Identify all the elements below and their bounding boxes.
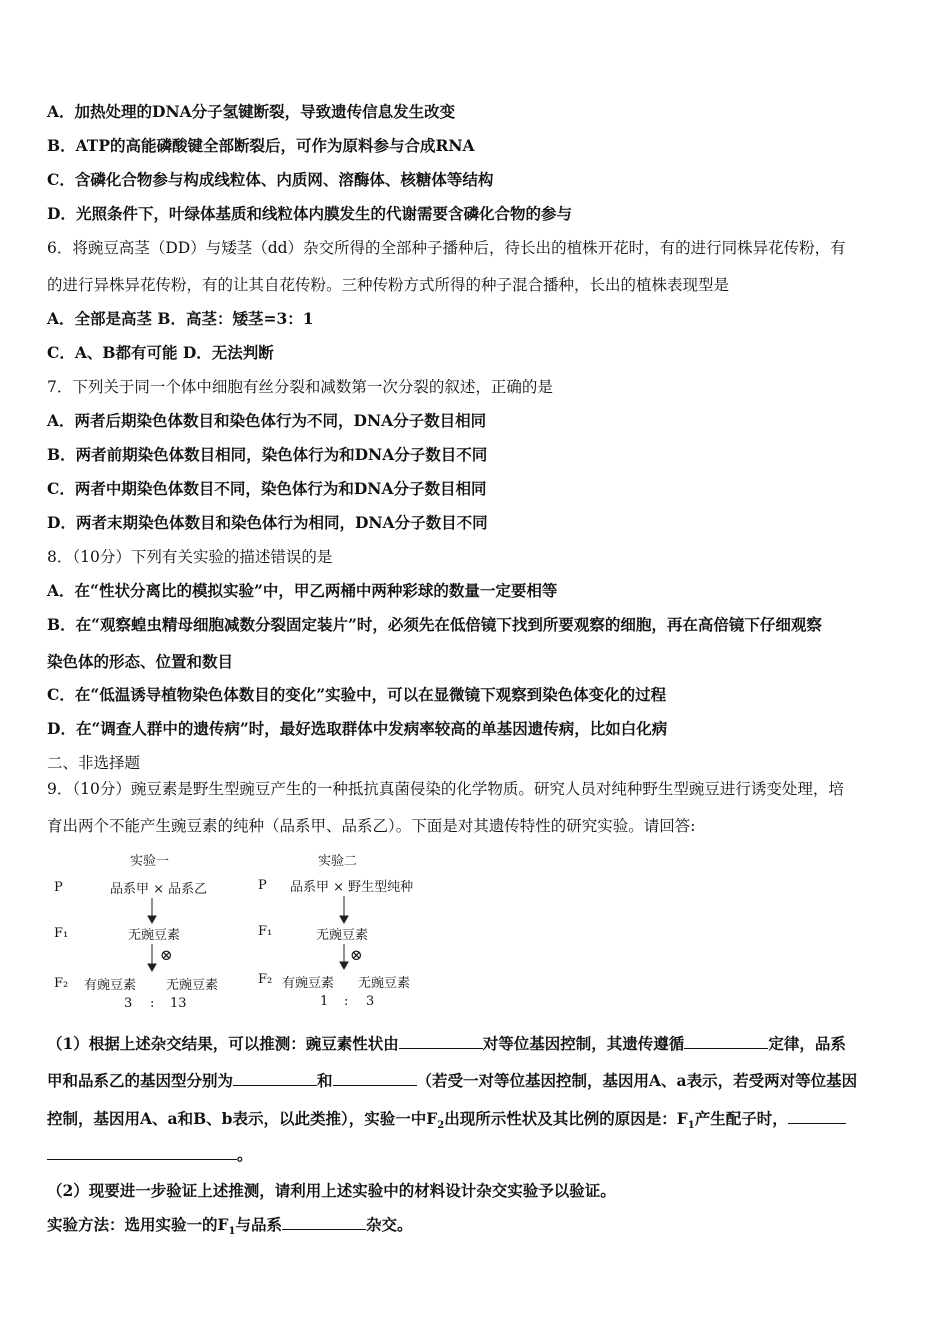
diagram-arrows <box>48 848 428 1016</box>
q7-option-d: D．两者末期染色体数目和染色体行为相同，DNA分子数目不同 <box>47 513 488 532</box>
exp1-f1-phenotype: 无豌豆素 <box>128 928 181 943</box>
q9-part1-line3: 控制，基因用A、a和B、b表示，以此类推），实验一中$F_2$出现所示性状及其比例的原因是：$F_1$产生配子时， <box>47 1107 910 1137</box>
exp2-f2-with: 有豌豆素 <box>282 976 335 991</box>
q8-option-b-line1: B．在“观察蝗虫精母细胞减数分裂固定装片”时，必须先在低倍镜下找到所要观察的细胞，再在高倍镜下仔细观察 <box>47 615 822 634</box>
q8-stem: 8．（10分）下列有关实验的描述错误的是 <box>47 548 333 566</box>
q8-option-c: C．在“低温诱导植物染色体数目的变化”实验中，可以在显微镜下观察到染色体变化的过程 <box>47 685 667 704</box>
answer-blank-genotype-b[interactable] <box>333 1069 417 1086</box>
q9-part1-line4: 。 <box>47 1143 910 1166</box>
exp2-f1-label: F₁ <box>258 924 273 939</box>
q7-option-b: B．两者前期染色体数目相同，染色体行为和DNA分子数目不同 <box>47 445 488 464</box>
q5-option-c: C．含磷化合物参与构成线粒体、内质网、溶酶体、核糖体等结构 <box>47 170 494 189</box>
exp1-cross: 品系甲 × 品系乙 <box>110 882 208 897</box>
exp1-p-label: P <box>54 880 63 895</box>
q5-option-d: D．光照条件下，叶绿体基质和线粒体内膜发生的代谢需要含磷化合物的参与 <box>47 204 572 223</box>
q8-option-a: A．在“性状分离比的模拟实验”中，甲乙两桶中两种彩球的数量一定要相等 <box>47 581 558 600</box>
exp2-title: 实验二 <box>318 854 358 869</box>
q7-stem: 7．下列关于同一个体中细胞有丝分裂和减数第一次分裂的叙述，正确的是 <box>47 378 553 396</box>
q6-stem-line1: 6．将豌豆高茎（DD）与矮茎（dd）杂交所得的全部种子播种后，待长出的植株开花时，有的进行同株异花传粉，有 <box>47 239 846 257</box>
exp1-f1-label: F₁ <box>54 926 69 941</box>
exp2-ratio-colon: : <box>344 994 349 1009</box>
exp2-arrowhead-p-f1 <box>340 916 348 923</box>
answer-blank-genotype-a[interactable] <box>233 1069 317 1086</box>
q8-option-b-line2: 染色体的形态、位置和数目 <box>47 652 234 671</box>
exp1-ratio-a: 3 <box>124 996 133 1011</box>
q5-option-b: B．ATP的高能磷酸键全部断裂后，可作为原料参与合成RNA <box>47 136 475 155</box>
exp2-arrowhead-f1-f2 <box>340 962 348 969</box>
exp1-title: 实验一 <box>130 854 170 869</box>
q9-part1-line2: 甲和品系乙的基因型分别为 和 （若受一对等位基因控制，基因用A、a表示，若受两对等位基因 <box>47 1071 858 1090</box>
exp1-ratio-colon: : <box>150 996 155 1011</box>
answer-blank-strain[interactable] <box>282 1213 366 1230</box>
q9-part1-line1: （1）根据上述杂交结果，可以推测：豌豆素性状由 对等位基因控制，其遗传遵循 定律，品系 <box>47 1034 846 1053</box>
q8-option-d: D．在“调查人群中的遗传病”时，最好选取群体中发病率较高的单基因遗传病，比如白化病 <box>47 719 668 738</box>
exp1-ratio-b: 13 <box>170 996 187 1011</box>
exp2-selfing-symbol: ⊗ <box>350 946 363 964</box>
exp2-cross: 品系甲 × 野生型纯种 <box>290 880 414 895</box>
genetics-diagram <box>48 848 428 1016</box>
exp1-f2-label: F₂ <box>54 976 69 991</box>
q9-stem-line1: 9．（10分）豌豆素是野生型豌豆产生的一种抵抗真菌侵染的化学物质。研究人员对纯种野生型豌豆进行诱变处理，培 <box>47 780 844 798</box>
q9-stem-line2: 育出两个不能产生豌豆素的纯种（品系甲、品系乙）。下面是对其遗传特性的研究实验。请回答: <box>47 817 696 835</box>
q6-stem-line2: 的进行异株异花传粉，有的让其自花传粉。三种传粉方式所得的种子混合播种，长出的植株表现型是 <box>47 276 730 294</box>
exp1-arrowhead-f1-f2 <box>148 964 156 971</box>
exp2-ratio-a: 1 <box>320 994 329 1009</box>
q9-part2-stem: （2）现要进一步验证上述推测，请利用上述实验中的材料设计杂交实验予以验证。 <box>47 1181 616 1200</box>
answer-blank-reason-start[interactable] <box>788 1107 846 1124</box>
answer-blank-gene-pairs[interactable] <box>399 1032 483 1049</box>
q5-option-a: A．加热处理的DNA分子氢键断裂，导致遗传信息发生改变 <box>47 102 456 121</box>
exp1-arrowhead-p-f1 <box>148 916 156 923</box>
exp1-f2-with: 有豌豆素 <box>84 978 137 993</box>
exp2-f1-phenotype: 无豌豆素 <box>316 928 369 943</box>
exp2-p-label: P <box>258 878 267 893</box>
exp2-f2-without: 无豌豆素 <box>358 976 411 991</box>
q7-option-a: A．两者后期染色体数目和染色体行为不同，DNA分子数目相同 <box>47 411 487 430</box>
q9-part2-method: 实验方法：选用实验一的$F_1$与品系 杂交。 <box>47 1215 413 1238</box>
q7-option-c: C．两者中期染色体数目不同，染色体行为和DNA分子数目相同 <box>47 479 487 498</box>
exp2-ratio-b: 3 <box>366 994 375 1009</box>
q6-options-cd: C．A、B都有可能 D．无法判断 <box>47 343 274 362</box>
section-heading: 二、非选择题 <box>47 754 141 772</box>
exp1-selfing-symbol: ⊗ <box>160 946 173 964</box>
answer-blank-reason-end[interactable] <box>47 1143 237 1160</box>
exp1-f2-without: 无豌豆素 <box>166 978 219 993</box>
exp2-f2-label: F₂ <box>258 972 273 987</box>
answer-blank-law[interactable] <box>684 1032 768 1049</box>
q6-options-ab: A．全部是高茎 B．高茎：矮茎=3：1 <box>47 309 314 328</box>
